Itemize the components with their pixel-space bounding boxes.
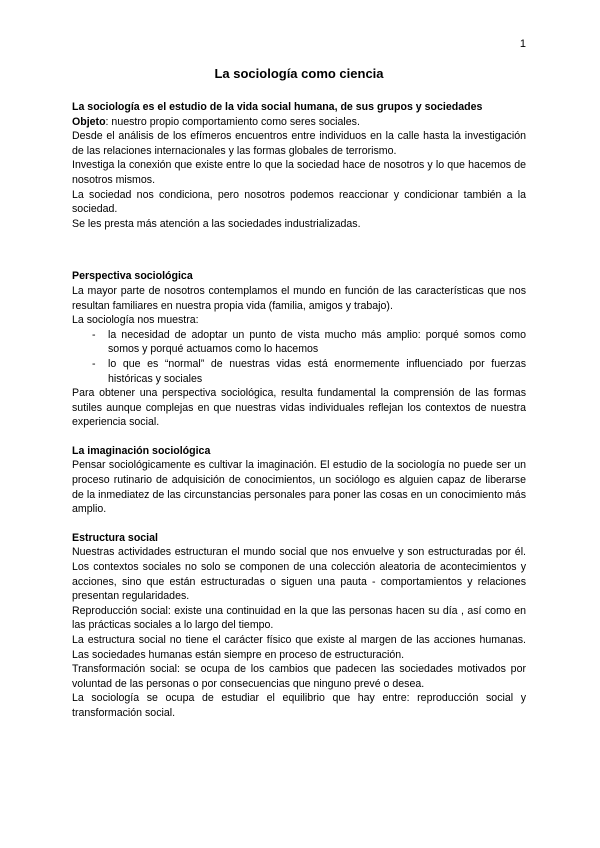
- paragraph: Desde el análisis de los efímeros encuentros entre individuos en la calle hasta la investigación de las relaciones internacionales y las formas globales de terrorismo.: [72, 130, 526, 157]
- document-title: La sociología como ciencia: [214, 66, 384, 81]
- objeto-label: Objeto: [72, 115, 106, 128]
- paragraph: Pensar sociológicamente es cultivar la imaginación. El estudio de la sociología no puede ser un proceso rutinario de adquisición de conocimientos, un sociólogo es alguien capaz de liberarse de la inmediatez de las circunstancias personales para poner las cosas en un conocimiento más amplio.: [72, 459, 526, 516]
- section-heading: La sociología es el estudio de la vida social humana, de sus grupos y sociedades: [72, 101, 483, 113]
- paragraph: La mayor parte de nosotros contemplamos el mundo en función de las características que nos resultan familiares en nuestra propia vida (familia, amigos y trabajo).: [72, 284, 526, 312]
- paragraph: La sociología nos muestra:: [72, 314, 199, 327]
- paragraph: La sociología se ocupa de estudiar el equilibrio que hay entre: reproducción social y transformación social.: [72, 692, 526, 719]
- section-heading: Estructura social: [72, 531, 158, 544]
- document-page: [72, 66, 526, 735]
- section-definition: [72, 100, 526, 231]
- paragraph: La sociedad nos condiciona, pero nosotros podemos reaccionar y condicionar también a la sociedad.: [72, 188, 526, 216]
- section-heading: Perspectiva sociológica: [72, 270, 193, 283]
- list-item: - la necesidad de adoptar un punto de vista mucho más amplio: porqué somos como somos y porqué actuamos como lo hacemos: [72, 328, 526, 357]
- paragraph: [72, 115, 526, 130]
- section-heading: La imaginación sociológica: [72, 444, 211, 457]
- list-item: - lo que es “normal” de nuestras vidas está enormemente influenciado por fuerzas históricas y sociales: [72, 357, 526, 386]
- paragraph: Investiga la conexión que existe entre lo que la sociedad hace de nosotros y lo que hacemos de nosotros mismos.: [72, 159, 526, 186]
- paragraph: Transformación social: se ocupa de los cambios que padecen las sociedades motivados por voluntad de las personas o por consecuencias que ninguno prevé o desea.: [72, 663, 526, 690]
- paragraph: Reproducción social: existe una continuidad en la que las personas hacen su día , así como en las prácticas sociales a lo largo del tiempo.: [72, 604, 526, 632]
- objeto-text: : nuestro propio comportamiento como seres sociales.: [105, 115, 360, 128]
- section-estructura: [72, 531, 526, 721]
- page-number: 1: [519, 38, 526, 50]
- paragraph: Para obtener una perspectiva sociológica, resulta fundamental la comprensión de las formas sutiles aunque complejas en que nuestras vidas individuales reflejan los contextos de nuestra experiencia social.: [72, 387, 526, 429]
- paragraph: Nuestras actividades estructuran el mundo social que nos envuelve y son estructuradas por él. Los contextos sociales no solo se componen de una colección aleatoria de acontecimientos y acciones, sino que están estructuradas o siguen una pauta - comportamientos y relaciones presentan regularidades.: [72, 546, 526, 603]
- paragraph: Se les presta más atención a las sociedades industrializadas.: [72, 217, 361, 230]
- section-imaginacion: [72, 444, 526, 517]
- paragraph: La estructura social no tiene el carácter físico que existe al margen de las acciones humanas. Las sociedades humanas están siempre en proceso de estructuración.: [72, 634, 526, 661]
- section-perspectiva: [72, 269, 526, 430]
- bullet-list: [72, 328, 526, 386]
